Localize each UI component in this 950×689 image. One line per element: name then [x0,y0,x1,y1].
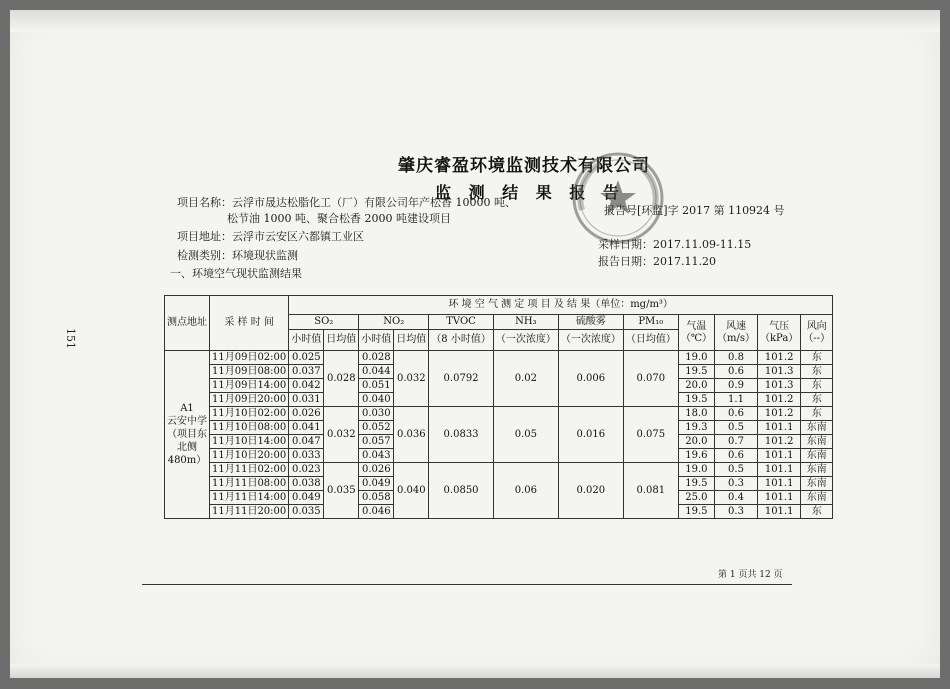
so2-daily-cell: 0.035 [324,463,359,519]
wind-speed-cell: 0.5 [715,463,758,477]
tvoc-cell: 0.0833 [429,407,494,463]
h2so4-header: 硫酸雾 [558,315,623,330]
no2-hourly-cell: 0.046 [359,505,394,519]
footer-line [142,584,792,585]
no2-daily-cell: 0.032 [394,351,429,407]
pressure-header: 气压 （kPa） [758,315,801,351]
no2-hourly-cell: 0.043 [359,449,394,463]
time-cell: 11月09日20:00 [210,393,289,407]
so2-hourly-cell: 0.042 [289,379,324,393]
time-cell: 11月09日08:00 [210,365,289,379]
no2-hourly-header: 小时值 [359,330,394,351]
time-cell: 11月10日14:00 [210,435,289,449]
project-name-line1: 项目名称：云浮市晟达松脂化工（厂）有限公司年产松香 10000 吨、 [177,196,516,209]
no2-hourly-cell: 0.028 [359,351,394,365]
h2so4-cell: 0.006 [558,351,623,407]
no2-hourly-cell: 0.040 [359,393,394,407]
pressure-cell: 101.1 [758,491,801,505]
report-date: 报告日期：2017.11.20 [598,255,716,268]
temp-cell: 19.0 [678,463,714,477]
no2-hourly-cell: 0.049 [359,477,394,491]
tvoc-cell: 0.0850 [429,463,494,519]
pressure-cell: 101.1 [758,421,801,435]
pm10-header: PM₁₀ [623,315,678,330]
nh3-cell: 0.06 [493,463,558,519]
pressure-cell: 101.1 [758,463,801,477]
sample-date: 采样日期：2017.11.09-11.15 [598,238,752,251]
temp-cell: 19.6 [678,449,714,463]
nh3-header: NH₃ [493,315,558,330]
report-number: 报告号[环监]字 2017 第 110924 号 [604,204,785,217]
wind-speed-cell: 0.6 [715,365,758,379]
temp-cell: 25.0 [678,491,714,505]
no2-header: NO₂ [359,315,429,330]
wind-speed-cell: 0.7 [715,435,758,449]
so2-hourly-header: 小时值 [289,330,324,351]
wind-speed-cell: 0.6 [715,449,758,463]
wind-speed-cell: 0.5 [715,421,758,435]
time-header: 采 样 时 间 [210,296,289,351]
temp-cell: 19.5 [678,393,714,407]
pressure-cell: 101.3 [758,379,801,393]
time-cell: 11月09日14:00 [210,379,289,393]
pm10-cell: 0.081 [623,463,678,519]
so2-hourly-cell: 0.047 [289,435,324,449]
so2-hourly-cell: 0.038 [289,477,324,491]
pressure-cell: 101.2 [758,435,801,449]
tvoc-header: TVOC [429,315,494,330]
no2-hourly-cell: 0.051 [359,379,394,393]
so2-hourly-cell: 0.026 [289,407,324,421]
table-row [165,351,833,365]
wind-dir-cell: 东南 [801,491,833,505]
wind-dir-cell: 东南 [801,421,833,435]
temp-cell: 19.3 [678,421,714,435]
time-cell: 11月10日02:00 [210,407,289,421]
wind-dir-cell: 东 [801,407,833,421]
wind-speed-cell: 0.6 [715,407,758,421]
wind-dir-header: 风向 （--） [801,315,833,351]
so2-hourly-cell: 0.041 [289,421,324,435]
so2-header: SO₂ [289,315,359,330]
h2so4-cell: 0.020 [558,463,623,519]
wind-speed-header: 风速 （m/s） [715,315,758,351]
page-footer: 第 1 页共 12 页 [718,570,783,580]
site-cell: A1 云安中学 （项目东 北侧 480m） [165,351,210,519]
temp-cell: 19.0 [678,351,714,365]
wind-speed-cell: 0.4 [715,491,758,505]
so2-daily-header: 日均值 [324,330,359,351]
wind-speed-cell: 0.8 [715,351,758,365]
temp-cell: 19.5 [678,477,714,491]
no2-hourly-cell: 0.026 [359,463,394,477]
wind-speed-cell: 1.1 [715,393,758,407]
nh3-cell: 0.05 [493,407,558,463]
wind-dir-cell: 东 [801,351,833,365]
so2-hourly-cell: 0.049 [289,491,324,505]
pressure-cell: 101.1 [758,477,801,491]
temp-cell: 19.5 [678,365,714,379]
company-seal-stamp [570,150,666,246]
page-bottom-fold [10,664,940,678]
temp-cell: 19.5 [678,505,714,519]
temp-cell: 18.0 [678,407,714,421]
no2-hourly-cell: 0.052 [359,421,394,435]
site-header: 测点地址 [165,296,210,351]
wind-dir-cell: 东 [801,393,833,407]
so2-hourly-cell: 0.037 [289,365,324,379]
project-name-line2: 松节油 1000 吨、聚合松香 2000 吨建设项目 [227,212,451,225]
temp-cell: 20.0 [678,435,714,449]
table-row [165,407,833,421]
pm10-sub-header: （日均值） [623,330,678,351]
nh3-cell: 0.02 [493,351,558,407]
pressure-cell: 101.1 [758,505,801,519]
pm10-cell: 0.075 [623,407,678,463]
no2-daily-cell: 0.036 [394,407,429,463]
no2-hourly-cell: 0.030 [359,407,394,421]
report-title: 监 测 结 果 报 告 [435,183,625,202]
wind-speed-cell: 0.3 [715,505,758,519]
time-cell: 11月11日20:00 [210,505,289,519]
pressure-cell: 101.2 [758,351,801,365]
wind-speed-cell: 0.9 [715,379,758,393]
monitoring-results-table [164,295,833,519]
no2-hourly-cell: 0.058 [359,491,394,505]
so2-hourly-cell: 0.023 [289,463,324,477]
side-page-number: 151 [64,328,77,349]
nh3-sub-header: （一次浓度） [493,330,558,351]
temp-cell: 20.0 [678,379,714,393]
tvoc-sub-header: （8 小时值） [429,330,494,351]
time-cell: 11月10日08:00 [210,421,289,435]
so2-hourly-cell: 0.025 [289,351,324,365]
wind-speed-cell: 0.3 [715,477,758,491]
temp-header: 气温 （℃） [678,315,714,351]
time-cell: 11月11日14:00 [210,491,289,505]
so2-hourly-cell: 0.035 [289,505,324,519]
pressure-cell: 101.2 [758,393,801,407]
h2so4-sub-header: （一次浓度） [558,330,623,351]
no2-hourly-cell: 0.044 [359,365,394,379]
so2-daily-cell: 0.032 [324,407,359,463]
wind-dir-cell: 东南 [801,463,833,477]
monitor-type: 检测类别：环境现状监测 [177,249,298,262]
section-title: 一、环境空气现状监测结果 [170,267,302,280]
no2-hourly-cell: 0.057 [359,435,394,449]
time-cell: 11月11日08:00 [210,477,289,491]
so2-hourly-cell: 0.033 [289,449,324,463]
pm10-cell: 0.070 [623,351,678,407]
pressure-cell: 101.1 [758,449,801,463]
so2-daily-cell: 0.028 [324,351,359,407]
pressure-cell: 101.3 [758,365,801,379]
tvoc-cell: 0.0792 [429,351,494,407]
wind-dir-cell: 东南 [801,477,833,491]
no2-daily-header: 日均值 [394,330,429,351]
group-header: 环 境 空 气 测 定 项 目 及 结 果（单位：mg/m³） [289,296,833,315]
pressure-cell: 101.2 [758,407,801,421]
time-cell: 11月10日20:00 [210,449,289,463]
time-cell: 11月11日02:00 [210,463,289,477]
so2-hourly-cell: 0.031 [289,393,324,407]
wind-dir-cell: 东 [801,365,833,379]
document-page [10,10,940,678]
project-address: 项目地址：云浮市云安区六都镇工业区 [177,230,364,243]
time-cell: 11月09日02:00 [210,351,289,365]
header-row-1 [165,296,833,315]
wind-dir-cell: 东 [801,379,833,393]
company-title: 肇庆睿盈环境监测技术有限公司 [398,156,650,176]
table-row [165,463,833,477]
h2so4-cell: 0.016 [558,407,623,463]
wind-dir-cell: 东南 [801,449,833,463]
no2-daily-cell: 0.040 [394,463,429,519]
page-top-fold [10,10,940,32]
wind-dir-cell: 东南 [801,435,833,449]
wind-dir-cell: 东 [801,505,833,519]
